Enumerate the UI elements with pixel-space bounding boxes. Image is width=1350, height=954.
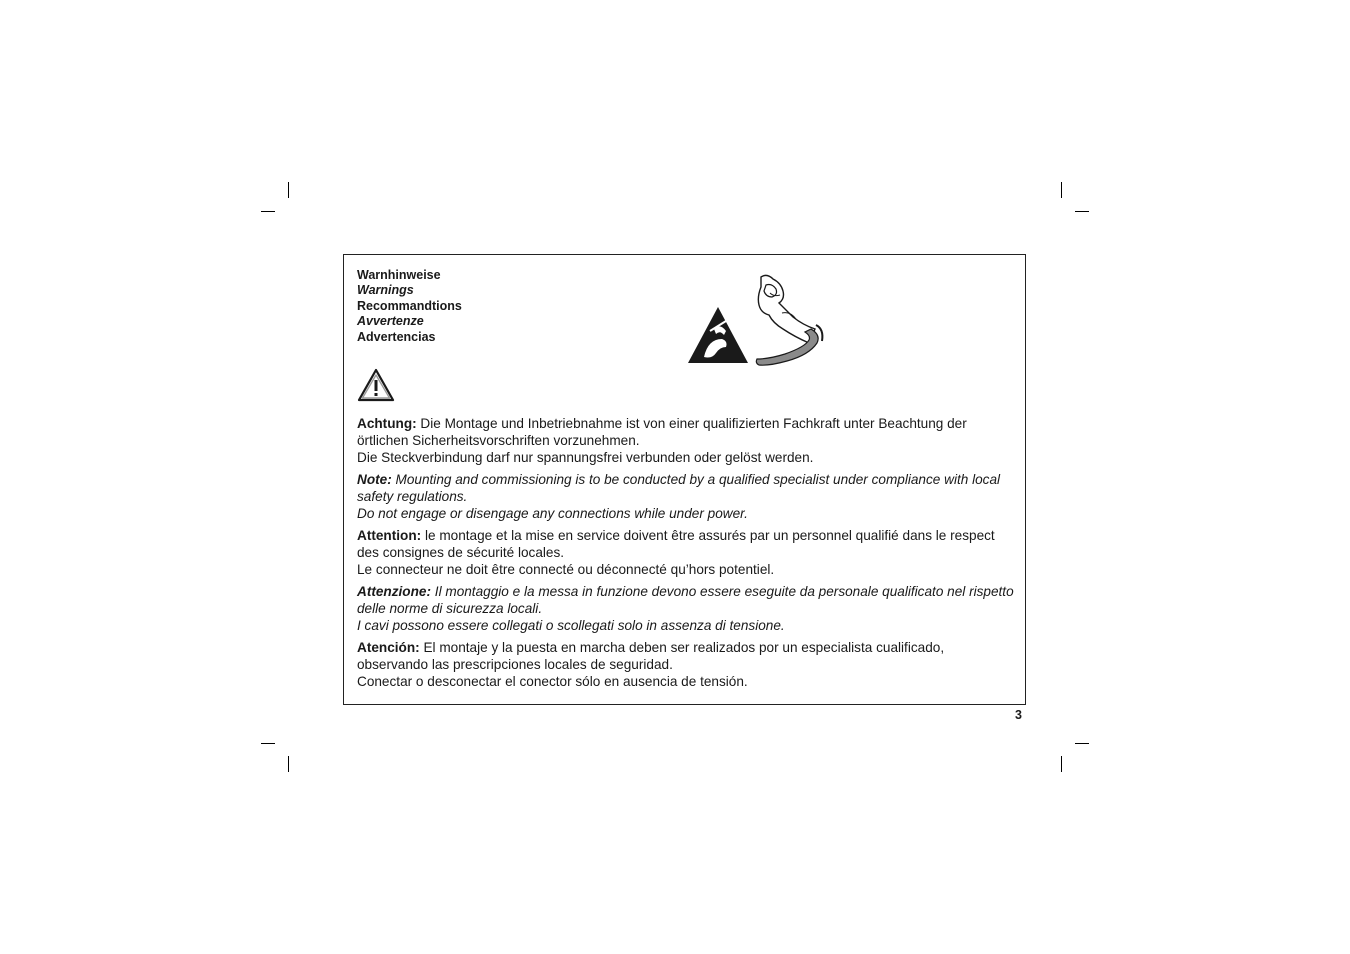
label-de: Achtung: xyxy=(357,416,417,431)
heading-en: Warnings xyxy=(357,283,414,298)
text-en: Mounting and commissioning is to be conducted by a qualified specialist under compliance with local safety regulations. xyxy=(357,472,1001,505)
paragraph-en xyxy=(357,471,1017,523)
warning-box xyxy=(343,254,1026,705)
crop-mark xyxy=(288,182,289,198)
page-number: 3 xyxy=(1015,708,1022,722)
label-en: Note: xyxy=(357,472,392,487)
warning-triangle-icon xyxy=(357,367,395,403)
warning-text xyxy=(357,415,1017,695)
text2-it: I cavi possono essere collegati o scollegati solo in assenza di tensione. xyxy=(357,618,785,634)
label-es: Atención: xyxy=(357,640,420,655)
text2-de: Die Steckverbindung darf nur spannungsfrei verbunden oder gelöst werden. xyxy=(357,450,814,466)
esd-wrist-strap-icon xyxy=(686,269,834,367)
paragraph-es xyxy=(357,639,1017,691)
crop-mark xyxy=(1061,756,1062,772)
paragraph-fr xyxy=(357,527,1017,579)
heading-de: Warnhinweise xyxy=(357,268,441,282)
crop-mark xyxy=(1075,211,1089,212)
text-es: El montaje y la puesta en marcha deben ser realizados por un especialista cualificado, observando las prescripciones locales de seguridad. xyxy=(357,640,945,673)
paragraph-it xyxy=(357,583,1017,635)
heading-fr: Recommandtions xyxy=(357,298,462,313)
label-it: Attenzione: xyxy=(357,584,432,599)
text-it: Il montaggio e la messa in funzione devono essere eseguite da personale qualificato nel rispetto delle norme di sicurezza locali. xyxy=(357,584,1014,617)
crop-mark xyxy=(261,211,275,212)
heading-es: Advertencias xyxy=(357,329,436,344)
text-de: Die Montage und Inbetriebnahme ist von einer qualifizierten Fachkraft unter Beachtung der örtlichen Sicherheitsvorschriften vorzunehmen. xyxy=(357,416,967,449)
crop-mark xyxy=(261,743,275,744)
text2-es: Conectar o desconectar el conector sólo en ausencia de tensión. xyxy=(357,674,748,690)
label-fr: Attention: xyxy=(357,528,422,543)
text2-en: Do not engage or disengage any connections while under power. xyxy=(357,506,748,522)
crop-mark xyxy=(1075,743,1089,744)
text-fr: le montage et la mise en service doivent être assurés par un personnel qualifié dans le respect des consignes de sécurité locales. xyxy=(357,528,995,561)
paragraph-de xyxy=(357,415,1017,467)
crop-mark xyxy=(1061,182,1062,198)
heading-list xyxy=(357,268,462,345)
text2-fr: Le connecteur ne doit être connecté ou déconnecté qu’hors potentiel. xyxy=(357,562,775,578)
crop-mark xyxy=(288,756,289,772)
heading-it: Avvertenze xyxy=(357,314,424,329)
